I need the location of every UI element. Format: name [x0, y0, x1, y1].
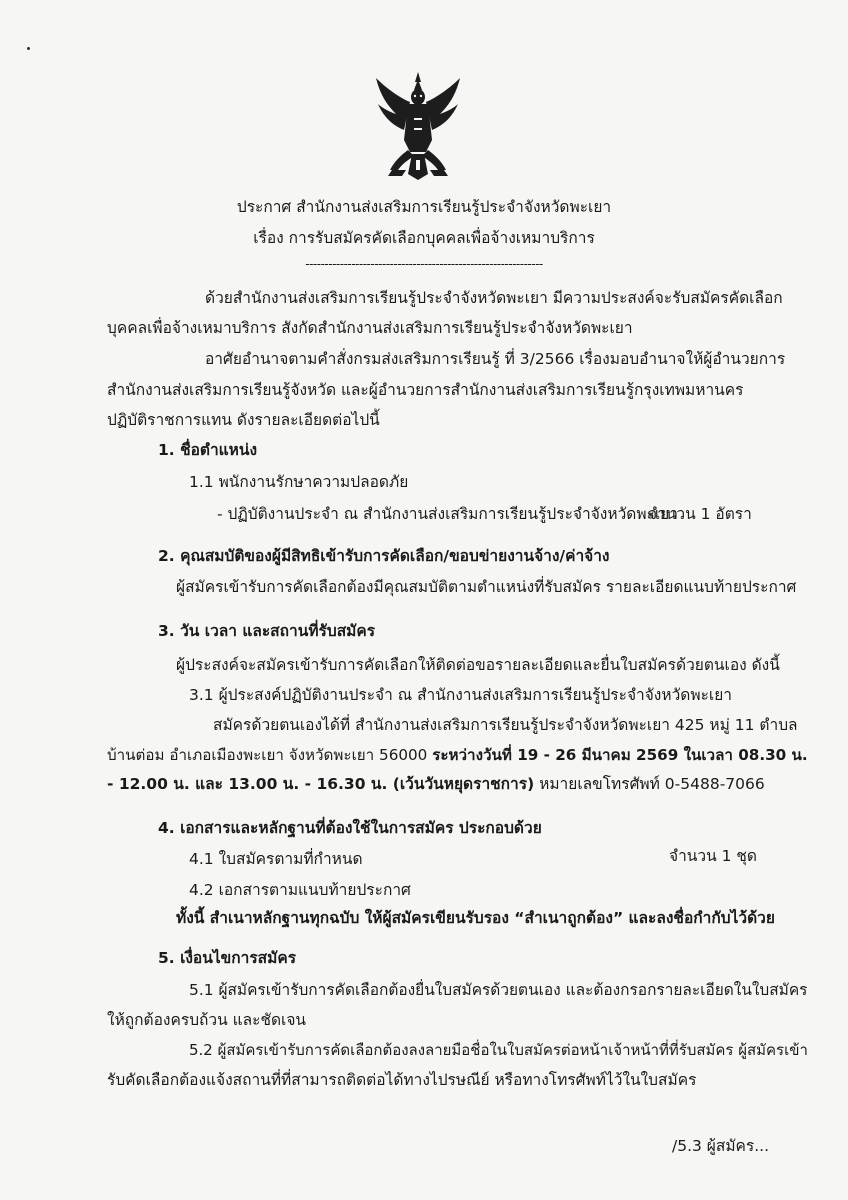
- section-1-detail: - ปฏิบัติงานประจำ ณ สำนักงานส่งเสริมการเรียนรู้ประจำจังหวัดพะเยา: [217, 505, 678, 523]
- section-5-title: 5. เงื่อนไขการสมัคร: [158, 949, 297, 967]
- section-3-item-1: 3.1 ผู้ประสงค์ปฏิบัติงานประจำ ณ สำนักงานส่งเสริมการเรียนรู้ประจำจังหวัดพะเยา: [189, 686, 732, 704]
- section-4-title: 4. เอกสารและหลักฐานที่ต้องใช้ในการสมัคร ประกอบด้วย: [158, 819, 542, 837]
- address-text: บ้านต่อม อำเภอเมืองพะเยา จังหวัดพะเยา 56000: [107, 746, 433, 764]
- section-3-body: ผู้ประสงค์จะสมัครเข้ารับการคัดเลือกให้ติดต่อขอรายละเอียดและยื่นใบสมัครด้วยตนเอง ดังนี้: [176, 656, 780, 674]
- section-4-note: ทั้งนี้ สำเนาหลักฐานทุกฉบับ ให้ผู้สมัครเขียนรับรอง “สำเนาถูกต้อง” และลงชื่อกำกับไว้ด้วย: [176, 909, 775, 927]
- phone-number: หมายเลขโทรศัพท์ 0-5488-7066: [534, 775, 765, 793]
- intro-paragraph-1-line-2: บุคคลเพื่อจ้างเหมาบริการ สังกัดสำนักงานส่งเสริมการเรียนรู้ประจำจังหวัดพะเยา: [107, 319, 633, 337]
- section-5-item-1-line-1: 5.1 ผู้สมัครเข้ารับการคัดเลือกต้องยื่นใบสมัครด้วยตนเอง และต้องกรอกรายละเอียดในใบสมัคร: [189, 981, 808, 999]
- section-5-item-1-line-2: ให้ถูกต้องครบถ้วน และชัดเจน: [107, 1011, 307, 1029]
- section-5-item-2-line-2: รับคัดเลือกต้องแจ้งสถานที่ที่สามารถติดต่อได้ทางไปรษณีย์ หรือทางโทรศัพท์ไว้ในใบสมัคร: [107, 1071, 697, 1089]
- section-5-item-2-line-1: 5.2 ผู้สมัครเข้ารับการคัดเลือกต้องลงลายมือชื่อในใบสมัครต่อหน้าเจ้าหน้าที่ที่รับสมัคร ผู้สมัครเข้า: [189, 1041, 808, 1059]
- section-3-title: 3. วัน เวลา และสถานที่รับสมัคร: [158, 622, 376, 640]
- application-period: ระหว่างวันที่ 19 - 26 มีนาคม 2569 ในเวลา 08.30 น.: [432, 746, 808, 764]
- section-4-item-1-count: จำนวน 1 ชุด: [669, 847, 757, 865]
- section-2-body: ผู้สมัครเข้ารับการคัดเลือกต้องมีคุณสมบัติตามตำแหน่งที่รับสมัคร รายละเอียดแนบท้ายประกาศ: [176, 578, 797, 596]
- page-continuation: /5.3 ผู้สมัคร...: [672, 1137, 770, 1155]
- section-3-address-line-3: [107, 774, 765, 794]
- garuda-emblem-icon: [372, 70, 464, 182]
- section-3-address-line-2: [107, 745, 808, 765]
- announcement-title: ประกาศ สำนักงานส่งเสริมการเรียนรู้ประจำจังหวัดพะเยา: [236, 198, 612, 216]
- intro-paragraph-2-line-3: ปฏิบัติราชการแทน ดังรายละเอียดต่อไปนี้: [107, 411, 380, 429]
- section-1-title: 1. ชื่อตำแหน่ง: [158, 441, 258, 459]
- intro-paragraph-2-line-1: อาศัยอำนาจตามคำสั่งกรมส่งเสริมการเรียนรู้ ที่ 3/2566 เรื่องมอบอำนาจให้ผู้อำนวยการ: [205, 350, 786, 368]
- section-1-count: จำนวน 1 อัตรา: [648, 505, 752, 523]
- header-divider: --------------------------------------------------------------: [305, 257, 543, 271]
- application-hours: - 12.00 น. และ 13.00 น. - 16.30 น. (เว้นวันหยุดราชการ): [107, 775, 535, 793]
- intro-paragraph-2-line-2: สำนักงานส่งเสริมการเรียนรู้จังหวัด และผู้อำนวยการสำนักงานส่งเสริมการเรียนรู้กรุงเทพมหานคร: [107, 381, 744, 399]
- section-3-address-line-1: สมัครด้วยตนเองได้ที่ สำนักงานส่งเสริมการเรียนรู้ประจำจังหวัดพะเยา 425 หมู่ 11 ตำบล: [213, 716, 798, 734]
- section-4-item-2: 4.2 เอกสารตามแนบท้ายประกาศ: [189, 881, 411, 899]
- scan-speck: [27, 47, 30, 50]
- section-1-item-1: 1.1 พนักงานรักษาความปลอดภัย: [189, 473, 409, 491]
- section-2-title: 2. คุณสมบัติของผู้มีสิทธิเข้ารับการคัดเลือก/ขอบข่ายงานจ้าง/ค่าจ้าง: [158, 547, 610, 565]
- announcement-subject: เรื่อง การรับสมัครคัดเลือกบุคคลเพื่อจ้างเหมาบริการ: [253, 229, 595, 247]
- section-4-item-1: 4.1 ใบสมัครตามที่กำหนด: [189, 850, 363, 868]
- intro-paragraph-1-line-1: ด้วยสำนักงานส่งเสริมการเรียนรู้ประจำจังหวัดพะเยา มีความประสงค์จะรับสมัครคัดเลือก: [205, 289, 783, 307]
